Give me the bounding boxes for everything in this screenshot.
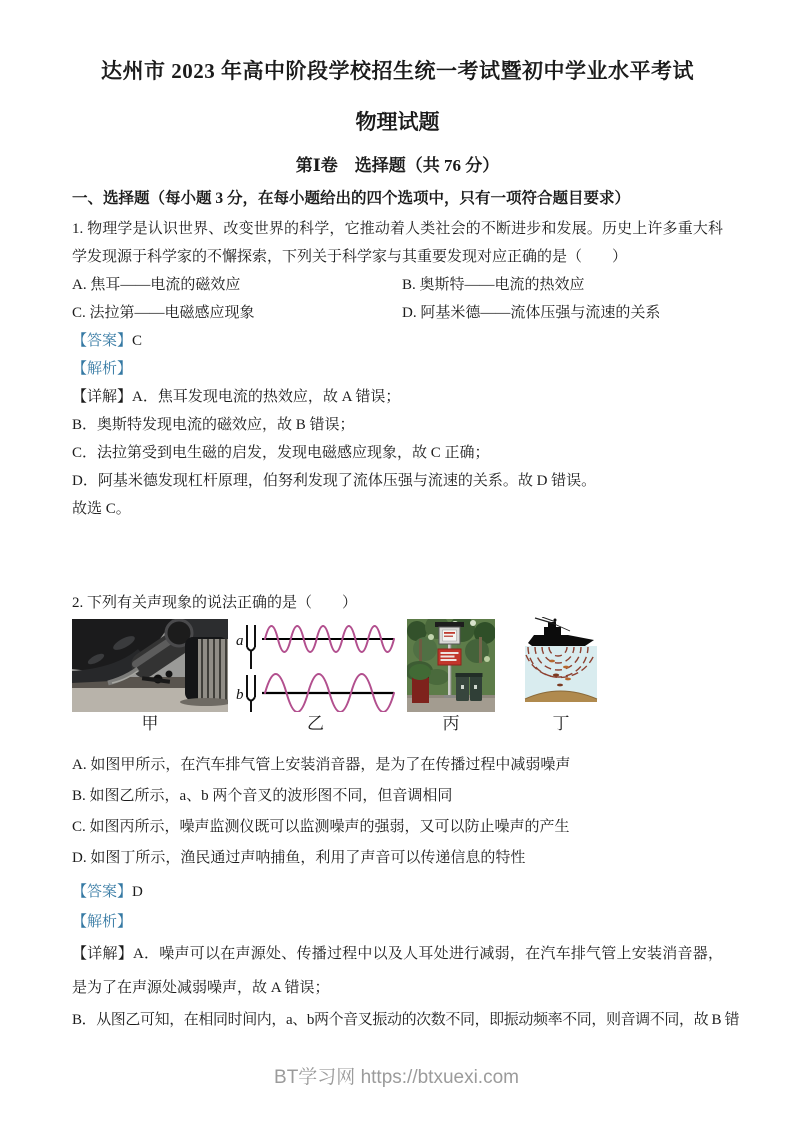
q2-figures bbox=[72, 617, 723, 735]
q1-answer-label: 【答案】 bbox=[72, 333, 133, 349]
figure-caption-ding: 丁 bbox=[552, 714, 570, 733]
exam-title: 达州市 2023 年高中阶段学校招生统一考试暨初中学业水平考试 bbox=[101, 59, 694, 83]
q1-detail-line: D．阿基米德发现杠杆原理，伯努利发现了流体压强与流速的关系。故 D 错误。 bbox=[72, 473, 597, 489]
q2-analysis-line bbox=[72, 907, 723, 937]
question-1 bbox=[72, 215, 723, 523]
q2-detail-line: 【详解】A．噪声可以在声源处、传播过程中以及人耳处进行减弱，在汽车排气管上安装消音器，是为了在声源处减弱噪声，故 A 错误； bbox=[72, 946, 723, 996]
q2-stem: 2. 下列有关声现象的说法正确的是（ ） bbox=[72, 595, 358, 611]
q1-detail-line: 故选 C。 bbox=[72, 501, 131, 517]
q2-options bbox=[72, 750, 723, 874]
section-header: 第Ⅰ卷 选择题（共 76 分） bbox=[295, 156, 500, 175]
section-instruction: 一、选择题（每小题 3 分，在每小题给出的四个选项中，只有一项符合题目要求） bbox=[72, 190, 631, 207]
q1-analysis-label: 【解析】 bbox=[72, 361, 133, 377]
q1-answer-value: C bbox=[132, 333, 143, 349]
figure-caption-jia: 甲 bbox=[141, 714, 159, 733]
question-2 bbox=[72, 589, 740, 1035]
q1-option-b: B. 奥斯特——电流的热效应 bbox=[402, 277, 585, 293]
exam-subtitle: 物理试题 bbox=[355, 110, 440, 134]
car-exhaust-muffler-icon bbox=[72, 619, 228, 712]
q2-answer-label: 【答案】 bbox=[72, 884, 133, 900]
figure-caption-yi: 乙 bbox=[307, 714, 324, 733]
tuning-fork-b-icon bbox=[247, 675, 255, 712]
q1-answer-line bbox=[72, 327, 723, 355]
q2-option-c: C. 如图丙所示，噪声监测仪既可以监测噪声的强弱，又可以防止噪声的产生 bbox=[72, 819, 570, 835]
figure-muffler-photo bbox=[72, 619, 228, 735]
q2-option-a: A. 如图甲所示，在汽车排气管上安装消音器，是为了在传播过程中减弱噪声 bbox=[72, 757, 571, 773]
q2-option-b: B. 如图乙所示，a、b 两个音叉的波形图不同，但音调相同 bbox=[72, 788, 453, 804]
q1-option-d: D. 阿基米德——流体压强与流速的关系 bbox=[402, 305, 661, 321]
q1-stem: 1. 物理学是认识世界、改变世界的科学，它推动着人类社会的不断进步和发展。历史上许多重大科学发现源于科学家的不懈探索，下列关于科学家与其重要发现对应正确的是（ ） bbox=[72, 221, 723, 265]
q2-detail-line: B．从图乙可知，在相同时间内，a、b两个音叉振动的次数不同，即振动频率不同，则音调不同，故 B 错 bbox=[72, 1012, 740, 1028]
q1-option-a: A. 焦耳——电流的磁效应 bbox=[72, 277, 241, 293]
q1-option-c: C. 法拉第——电磁感应现象 bbox=[72, 305, 255, 321]
noise-monitor-icon bbox=[407, 619, 495, 712]
q2-analysis-label: 【解析】 bbox=[72, 914, 133, 930]
site-watermark: BT学习网 https://btxuexi.com bbox=[274, 1067, 519, 1088]
figure-noise-monitor-photo bbox=[407, 619, 495, 735]
q1-detail-line: B．奥斯特发现电流的磁效应，故 B 错误； bbox=[72, 417, 355, 433]
fork-b-label: b bbox=[236, 687, 244, 703]
figure-sonar-boat bbox=[522, 617, 600, 735]
q2-answer-line bbox=[72, 877, 723, 907]
figure-caption-bing: 丙 bbox=[442, 714, 460, 733]
q1-analysis-line bbox=[72, 355, 723, 383]
q1-detail-line: 【详解】A．焦耳发现电流的热效应，故 A 错误； bbox=[72, 389, 401, 405]
tuning-fork-waveform-icon bbox=[234, 617, 397, 712]
fork-a-label: a bbox=[236, 633, 244, 649]
q2-option-d: D. 如图丁所示，渔民通过声呐捕鱼，利用了声音可以传递信息的特性 bbox=[72, 850, 526, 866]
q2-answer-value: D bbox=[132, 884, 143, 900]
q1-options bbox=[72, 271, 723, 327]
sonar-boat-icon bbox=[522, 617, 600, 712]
tuning-fork-a-icon bbox=[247, 625, 255, 669]
q2-answer-block bbox=[72, 877, 740, 1035]
figure-waveforms bbox=[234, 617, 397, 735]
q1-detail-line: C．法拉第受到电生磁的启发，发现电磁感应现象，故 C 正确； bbox=[72, 445, 490, 461]
